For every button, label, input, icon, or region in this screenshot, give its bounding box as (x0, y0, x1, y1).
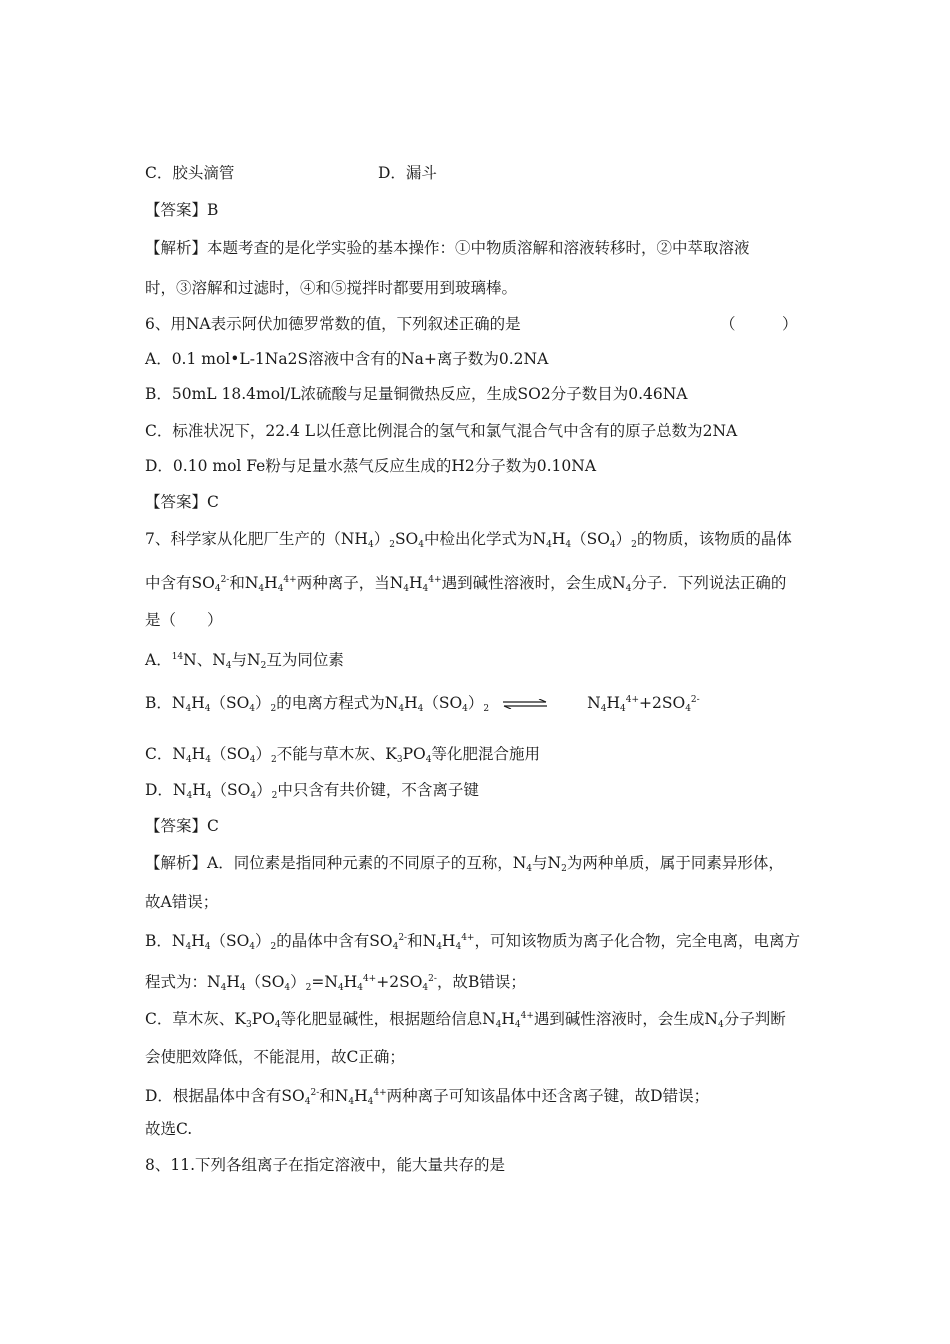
question-7-option-a: A．$^{14}$N、$N_4$与$N_2$互为同位素 (145, 651, 344, 671)
question-6-option-a: A．0.1 mol•L-1Na2S溶液中含有的Na+离子数为0.2NA (145, 350, 549, 368)
question-6-stem: 6、用NA表示阿伏加德罗常数的值，下列叙述正确的是 (145, 315, 521, 333)
option-c-dropper: C．胶头滴管 (145, 164, 235, 182)
answer-7: 【答案】C (145, 817, 219, 835)
analysis-5-line-1: 【解析】本题考查的是化学实验的基本操作：①中物质溶解和溶液转移时，②中萃取溶液 (145, 239, 750, 257)
option-d-line (378, 163, 437, 183)
question-6-bracket: （ ） (720, 315, 798, 333)
question-7-option-c: C．$N_4H_4(SO_4)_2$不能与草木灰、$K_3PO_4$等化肥混合施用 (145, 745, 540, 765)
question-7-option-b: B．$N_4H_4(SO_4)_2$的电离方程式为$N_4H_4(SO_4)_2$ $N_4H_4^{4+}+2SO_4^{2-}$ (145, 694, 700, 714)
option-d-funnel: D．漏斗 (378, 164, 437, 182)
question-7-stem-line-2: 中含有$SO_4^{2-}$和$N_4H_4^{4+}$两种离子，当$N_4H_4^{4+}$遇到碱性溶液时，会生成$N_4$分子．下列说法正确的 (145, 574, 787, 594)
question-6-option-d: D．0.10 mol Fe粉与足量水蒸气反应生成的H2分子数为0.10NA (145, 457, 597, 475)
analysis-7-b-line-1: B．$N_4H_4(SO_4)_2$的晶体中含有$SO_4^{2-}$和$N_4H_4^{4+}$，可知该物质为离子化合物，完全电离，电离方 (145, 932, 800, 952)
analysis-7-a-line-2: 故A错误； (145, 893, 219, 911)
answer-6: 【答案】C (145, 493, 219, 511)
option-c-line (145, 163, 234, 183)
analysis-7-c-line-1: C．草木灰、$K_3PO_4$等化肥显碱性，根据题给信息$N_4H_4^{4+}$遇到碱性溶液时，会生成$N_4$分子判断 (145, 1010, 786, 1030)
analysis-5-line-2: 时，③溶解和过滤时，④和⑤搅拌时都要用到玻璃棒。 (145, 279, 518, 297)
analysis-7-a-line-1: 【解析】A．同位素是指同种元素的不同原子的互称，$N_4$与$N_2$为两种单质，属于同素异形体， (145, 854, 784, 874)
analysis-7-b-line-2: 程式为：$N_4H_4(SO_4)_2=N_4H_4^{4+}+2SO_4^{2-}$，故B错误； (145, 973, 526, 993)
question-6-option-b: B．50mL 18.4mol/L浓硫酸与足量铜微热反应，生成SO2分子数目为0.46NA (145, 385, 688, 403)
question-8-stem: 8、11.下列各组离子在指定溶液中，能大量共存的是 (145, 1156, 506, 1174)
analysis-7-c-line-2: 会使肥效降低，不能混用，故C正确； (145, 1048, 405, 1066)
question-7-option-d: D．$N_4H_4(SO_4)_2$中只含有共价键，不含离子键 (145, 781, 479, 801)
question-7-stem-line-1: 7、科学家从化肥厂生产的$(NH_4)_2SO_4$中检出化学式为$N_4H_4(SO_4)_2$的物质，该物质的晶体 (145, 530, 792, 550)
question-7-stem-line-3: 是（ ） (145, 611, 223, 629)
question-6-option-c: C．标准状况下，22.4 L以任意比例混合的氢气和氯气混合气中含有的原子总数为2NA (145, 422, 738, 440)
equilibrium-arrow-icon (503, 699, 547, 709)
conclusion-7: 故选C. (145, 1120, 193, 1138)
answer-5: 【答案】B (145, 201, 219, 219)
analysis-7-d-line-1: D．根据晶体中含有$SO_4^{2-}$和$N_4H_4^{4+}$两种离子可知该晶体中还含离子键，故D错误； (145, 1087, 710, 1107)
